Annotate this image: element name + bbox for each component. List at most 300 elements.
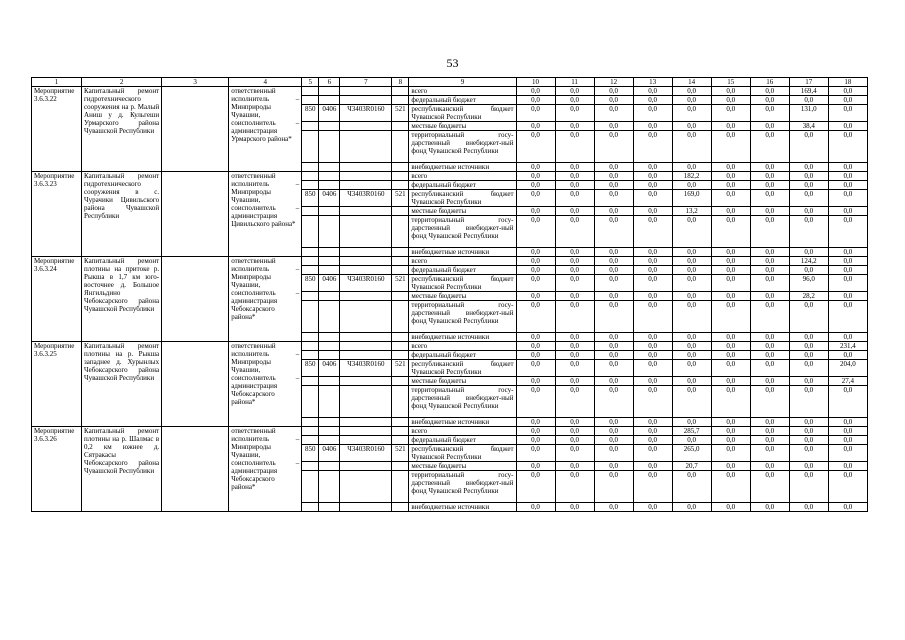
value-cell: 0,0 (672, 333, 711, 342)
value-cell: 0,0 (633, 181, 672, 190)
value-cell: 0,0 (789, 462, 828, 471)
value-cell: 0,0 (555, 436, 594, 445)
value-cell: 0,0 (594, 266, 633, 275)
measure-id: Мероприятие 3.6.3.22 (32, 87, 82, 172)
value-cell: 0,0 (516, 503, 555, 512)
code-cell-rzpr (319, 163, 340, 172)
code-cell-vr (392, 207, 409, 216)
code-cell-rzpr (319, 333, 340, 342)
value-cell: 0,0 (750, 216, 789, 248)
value-cell: 0,0 (711, 216, 750, 248)
header-cell: 13 (633, 78, 672, 87)
value-cell: 0,0 (711, 181, 750, 190)
table-row (32, 427, 868, 436)
value-cell: 0,0 (789, 248, 828, 257)
code-cell-rzpr: 0406 (319, 445, 340, 462)
value-cell: 0,0 (750, 248, 789, 257)
code-cell-rzpr (319, 471, 340, 503)
header-cell: 12 (594, 78, 633, 87)
value-cell: 0,0 (711, 503, 750, 512)
value-cell: 0,0 (555, 377, 594, 386)
value-cell: 0,0 (594, 427, 633, 436)
measure-id: Мероприятие 3.6.3.25 (32, 342, 82, 427)
value-cell: 0,0 (789, 190, 828, 207)
value-cell: 0,0 (633, 257, 672, 266)
value-cell: 0,0 (828, 275, 867, 292)
value-cell: 0,0 (828, 87, 867, 96)
code-cell-vr (392, 301, 409, 333)
value-cell: 0,0 (750, 87, 789, 96)
code-cell-vr (392, 342, 409, 351)
value-cell: 0,0 (633, 292, 672, 301)
code-cell-rzpr: 0406 (319, 360, 340, 377)
budget-source-label: федеральный бюджет (409, 351, 516, 360)
value-cell: 0,0 (633, 333, 672, 342)
value-cell: 0,0 (555, 131, 594, 163)
code-cell-rzpr (319, 172, 340, 181)
value-cell: 0,0 (711, 418, 750, 427)
code-cell-vr (392, 216, 409, 248)
code-cell-csr (340, 436, 392, 445)
budget-source-label: всего (409, 342, 516, 351)
value-cell: 0,0 (672, 386, 711, 418)
code-cell-grbs (302, 503, 319, 512)
value-cell: 0,0 (789, 172, 828, 181)
value-cell: 0,0 (672, 216, 711, 248)
value-cell: 0,0 (516, 248, 555, 257)
value-cell: 0,0 (711, 342, 750, 351)
value-cell: 0,0 (828, 503, 867, 512)
budget-source-label: местные бюджеты (409, 292, 516, 301)
value-cell: 0,0 (516, 386, 555, 418)
code-cell-grbs (302, 351, 319, 360)
code-cell-csr (340, 471, 392, 503)
code-cell-grbs (302, 248, 319, 257)
value-cell: 0,0 (633, 207, 672, 216)
code-cell-rzpr: 0406 (319, 190, 340, 207)
value-cell: 0,0 (789, 207, 828, 216)
value-cell: 0,0 (594, 105, 633, 122)
value-cell: 0,0 (711, 445, 750, 462)
budget-source-label: республиканский бюджет Чувашской Республики (409, 275, 516, 292)
value-cell: 0,0 (750, 275, 789, 292)
value-cell: 0,0 (516, 427, 555, 436)
value-cell: 0,0 (789, 301, 828, 333)
measure-id: Мероприятие 3.6.3.23 (32, 172, 82, 257)
code-cell-csr: Ч3403R0160 (340, 190, 392, 207)
code-cell-vr (392, 418, 409, 427)
value-cell: 0,0 (594, 351, 633, 360)
value-cell: 0,0 (750, 351, 789, 360)
code-cell-grbs (302, 96, 319, 105)
budget-source-label: республиканский бюджет Чувашской Республики (409, 105, 516, 122)
value-cell: 0,0 (789, 96, 828, 105)
value-cell: 0,0 (711, 172, 750, 181)
code-cell-grbs (302, 257, 319, 266)
value-cell: 0,0 (555, 418, 594, 427)
header-cell: 15 (711, 78, 750, 87)
code-cell-csr (340, 342, 392, 351)
code-cell-vr (392, 462, 409, 471)
budget-source-label: местные бюджеты (409, 122, 516, 131)
value-cell: 0,0 (555, 207, 594, 216)
value-cell: 0,0 (828, 122, 867, 131)
value-cell: 0,0 (750, 333, 789, 342)
value-cell: 13,2 (672, 207, 711, 216)
header-cell: 16 (750, 78, 789, 87)
value-cell: 0,0 (711, 257, 750, 266)
value-cell: 0,0 (633, 96, 672, 105)
code-cell-grbs (302, 386, 319, 418)
code-cell-vr (392, 503, 409, 512)
value-cell: 0,0 (516, 181, 555, 190)
code-cell-vr (392, 172, 409, 181)
budget-source-label: всего (409, 172, 516, 181)
code-cell-csr (340, 181, 392, 190)
value-cell: 0,0 (516, 436, 555, 445)
code-cell-vr: 521 (392, 190, 409, 207)
value-cell: 0,0 (750, 445, 789, 462)
value-cell: 0,0 (828, 436, 867, 445)
value-cell: 0,0 (750, 386, 789, 418)
budget-source-label: территориальный госу-дарственный внебюджет-ный фонд Чувашской Республики (409, 216, 516, 248)
budget-source-label: территориальный госу-дарственный внебюджет-ный фонд Чувашской Республики (409, 131, 516, 163)
code-cell-grbs: 850 (302, 275, 319, 292)
code-cell-grbs (302, 163, 319, 172)
value-cell: 0,0 (633, 445, 672, 462)
value-cell: 0,0 (828, 105, 867, 122)
code-cell-rzpr (319, 181, 340, 190)
value-cell: 0,0 (516, 122, 555, 131)
value-cell: 0,0 (516, 351, 555, 360)
code-cell-csr (340, 427, 392, 436)
measure-name: Капитальный ремонт плотины на притоке р. Рыкша в 1,7 км юго-восточнее д. Большое Янгильдино Чебоксарского района Чувашской Республики (82, 257, 162, 342)
value-cell: 0,0 (555, 503, 594, 512)
value-cell: 0,0 (516, 445, 555, 462)
value-cell: 204,0 (828, 360, 867, 377)
value-cell: 0,0 (711, 266, 750, 275)
budget-source-label: всего (409, 87, 516, 96)
value-cell: 0,0 (633, 248, 672, 257)
header-cell: 18 (828, 78, 867, 87)
code-cell-rzpr (319, 87, 340, 96)
value-cell: 0,0 (555, 216, 594, 248)
value-cell: 0,0 (789, 333, 828, 342)
empty-cell (162, 172, 229, 257)
code-cell-csr (340, 351, 392, 360)
value-cell: 0,0 (750, 163, 789, 172)
measure-executor: ответственный исполнитель – Минприроды Чувашии, соисполнитель – администрация Урмарского района* (229, 87, 302, 172)
value-cell: 0,0 (516, 275, 555, 292)
value-cell: 0,0 (711, 471, 750, 503)
value-cell: 0,0 (633, 190, 672, 207)
value-cell: 0,0 (828, 163, 867, 172)
value-cell: 0,0 (828, 418, 867, 427)
program-table (31, 77, 868, 512)
code-cell-csr (340, 96, 392, 105)
value-cell: 0,0 (789, 163, 828, 172)
code-cell-csr (340, 418, 392, 427)
code-cell-rzpr (319, 96, 340, 105)
code-cell-rzpr (319, 342, 340, 351)
budget-source-label: федеральный бюджет (409, 266, 516, 275)
value-cell: 0,0 (672, 471, 711, 503)
empty-cell (162, 427, 229, 512)
code-cell-grbs (302, 471, 319, 503)
value-cell: 0,0 (711, 87, 750, 96)
code-cell-grbs (302, 462, 319, 471)
value-cell: 0,0 (555, 292, 594, 301)
value-cell: 0,0 (633, 131, 672, 163)
table-row (32, 172, 868, 181)
value-cell: 0,0 (789, 418, 828, 427)
budget-source-label: внебюджетные источники (409, 163, 516, 172)
value-cell: 0,0 (516, 471, 555, 503)
value-cell: 0,0 (711, 462, 750, 471)
budget-source-label: территориальный госу-дарственный внебюджет-ный фонд Чувашской Республики (409, 471, 516, 503)
code-cell-rzpr (319, 248, 340, 257)
value-cell: 0,0 (555, 275, 594, 292)
value-cell: 0,0 (828, 333, 867, 342)
value-cell: 0,0 (750, 292, 789, 301)
code-cell-grbs (302, 427, 319, 436)
budget-source-label: местные бюджеты (409, 377, 516, 386)
value-cell: 0,0 (672, 503, 711, 512)
value-cell: 0,0 (711, 163, 750, 172)
value-cell: 0,0 (594, 360, 633, 377)
value-cell: 0,0 (516, 172, 555, 181)
code-cell-vr (392, 436, 409, 445)
budget-source-label: всего (409, 257, 516, 266)
value-cell: 0,0 (594, 87, 633, 96)
value-cell: 28,2 (789, 292, 828, 301)
code-cell-csr (340, 503, 392, 512)
value-cell: 231,4 (828, 342, 867, 351)
code-cell-grbs: 850 (302, 360, 319, 377)
value-cell: 38,4 (789, 122, 828, 131)
value-cell: 0,0 (789, 386, 828, 418)
value-cell: 0,0 (633, 301, 672, 333)
value-cell: 0,0 (828, 190, 867, 207)
header-cell: 8 (392, 78, 409, 87)
value-cell: 0,0 (594, 471, 633, 503)
value-cell: 0,0 (789, 427, 828, 436)
code-cell-rzpr (319, 292, 340, 301)
value-cell: 0,0 (711, 301, 750, 333)
measure-executor: ответственный исполнитель – Минприроды Чувашии, соисполнитель – администрация Чебоксарского района* (229, 257, 302, 342)
value-cell: 0,0 (711, 190, 750, 207)
header-cell: 7 (340, 78, 392, 87)
measure-name: Капитальный ремонт гидротехнического сооружения в с. Чурачики Цивильского района Чувашской Республики (82, 172, 162, 257)
table-row (32, 87, 868, 96)
value-cell: 0,0 (594, 190, 633, 207)
value-cell: 0,0 (516, 216, 555, 248)
value-cell: 0,0 (672, 377, 711, 386)
value-cell: 20,7 (672, 462, 711, 471)
measure-id: Мероприятие 3.6.3.26 (32, 427, 82, 512)
value-cell: 0,0 (516, 462, 555, 471)
value-cell: 0,0 (594, 292, 633, 301)
value-cell: 0,0 (594, 386, 633, 418)
value-cell: 0,0 (750, 503, 789, 512)
budget-source-label: внебюджетные источники (409, 503, 516, 512)
value-cell: 0,0 (711, 351, 750, 360)
value-cell: 0,0 (555, 301, 594, 333)
value-cell: 0,0 (594, 216, 633, 248)
value-cell: 0,0 (711, 96, 750, 105)
code-cell-rzpr (319, 257, 340, 266)
value-cell: 0,0 (789, 181, 828, 190)
value-cell: 0,0 (555, 190, 594, 207)
budget-source-label: внебюджетные источники (409, 248, 516, 257)
value-cell: 131,0 (789, 105, 828, 122)
value-cell: 0,0 (672, 257, 711, 266)
value-cell: 0,0 (711, 386, 750, 418)
value-cell: 0,0 (516, 207, 555, 216)
header-cell: 6 (319, 78, 340, 87)
value-cell: 0,0 (828, 471, 867, 503)
code-cell-rzpr: 0406 (319, 275, 340, 292)
value-cell: 0,0 (750, 190, 789, 207)
value-cell: 0,0 (633, 266, 672, 275)
code-cell-vr (392, 471, 409, 503)
value-cell: 0,0 (633, 172, 672, 181)
value-cell: 0,0 (750, 181, 789, 190)
value-cell: 124,2 (789, 257, 828, 266)
value-cell: 0,0 (594, 301, 633, 333)
code-cell-vr (392, 163, 409, 172)
header-cell: 2 (82, 78, 162, 87)
code-cell-grbs (302, 207, 319, 216)
measure-executor: ответственный исполнитель – Минприроды Чувашии, соисполнитель – администрация Чебоксарского района* (229, 427, 302, 512)
code-cell-grbs (302, 216, 319, 248)
value-cell: 0,0 (711, 207, 750, 216)
value-cell: 0,0 (672, 96, 711, 105)
code-cell-vr: 521 (392, 360, 409, 377)
code-cell-grbs (302, 301, 319, 333)
code-cell-csr (340, 172, 392, 181)
value-cell: 0,0 (633, 216, 672, 248)
code-cell-csr (340, 216, 392, 248)
code-cell-vr (392, 96, 409, 105)
code-cell-csr (340, 266, 392, 275)
value-cell: 96,0 (789, 275, 828, 292)
code-cell-grbs (302, 181, 319, 190)
value-cell: 0,0 (516, 360, 555, 377)
value-cell: 0,0 (672, 131, 711, 163)
value-cell: 0,0 (555, 122, 594, 131)
value-cell: 0,0 (750, 418, 789, 427)
value-cell: 0,0 (555, 105, 594, 122)
value-cell: 182,2 (672, 172, 711, 181)
code-cell-csr (340, 207, 392, 216)
code-cell-csr (340, 377, 392, 386)
code-cell-csr: Ч3403R0160 (340, 445, 392, 462)
value-cell: 0,0 (672, 163, 711, 172)
code-cell-csr (340, 131, 392, 163)
code-cell-csr (340, 248, 392, 257)
value-cell: 0,0 (828, 257, 867, 266)
value-cell: 0,0 (633, 503, 672, 512)
value-cell: 0,0 (750, 122, 789, 131)
header-cell: 17 (789, 78, 828, 87)
value-cell: 0,0 (828, 131, 867, 163)
value-cell: 0,0 (555, 386, 594, 418)
budget-source-label: республиканский бюджет Чувашской Республики (409, 445, 516, 462)
value-cell: 0,0 (750, 266, 789, 275)
value-cell: 0,0 (594, 181, 633, 190)
value-cell: 27,4 (828, 377, 867, 386)
value-cell: 0,0 (672, 266, 711, 275)
value-cell: 0,0 (672, 436, 711, 445)
code-cell-vr: 521 (392, 105, 409, 122)
value-cell: 0,0 (750, 105, 789, 122)
value-cell: 0,0 (594, 163, 633, 172)
value-cell: 0,0 (750, 172, 789, 181)
budget-source-label: внебюджетные источники (409, 418, 516, 427)
measure-executor: ответственный исполнитель – Минприроды Чувашии, соисполнитель – администрация Цивильского района* (229, 172, 302, 257)
value-cell: 0,0 (594, 342, 633, 351)
code-cell-grbs (302, 333, 319, 342)
header-cell: 3 (162, 78, 229, 87)
measure-name: Капитальный ремонт гидротехнического сооружения на р. Малый Аниш у д. Кульгеши Урмарского района Чувашской Республики (82, 87, 162, 172)
value-cell: 0,0 (828, 351, 867, 360)
value-cell: 0,0 (555, 445, 594, 462)
value-cell: 0,0 (633, 360, 672, 377)
value-cell: 0,0 (828, 301, 867, 333)
value-cell: 0,0 (789, 471, 828, 503)
budget-source-label: республиканский бюджет Чувашской Республики (409, 360, 516, 377)
value-cell: 0,0 (555, 163, 594, 172)
value-cell: 0,0 (516, 333, 555, 342)
value-cell: 0,0 (828, 181, 867, 190)
measure-executor: ответственный исполнитель – Минприроды Чувашии, соисполнитель – администрация Чебоксарского района* (229, 342, 302, 427)
value-cell: 0,0 (672, 292, 711, 301)
code-cell-vr: 521 (392, 445, 409, 462)
value-cell: 0,0 (789, 436, 828, 445)
value-cell: 0,0 (555, 266, 594, 275)
code-cell-grbs (302, 122, 319, 131)
value-cell: 0,0 (633, 105, 672, 122)
header-cell: 11 (555, 78, 594, 87)
value-cell: 0,0 (633, 462, 672, 471)
table-row (32, 257, 868, 266)
value-cell: 0,0 (516, 105, 555, 122)
code-cell-vr (392, 386, 409, 418)
value-cell: 0,0 (594, 333, 633, 342)
code-cell-rzpr (319, 377, 340, 386)
code-cell-grbs (302, 131, 319, 163)
budget-source-label: территориальный госу-дарственный внебюджет-ный фонд Чувашской Республики (409, 386, 516, 418)
value-cell: 0,0 (828, 386, 867, 418)
header-cell: 10 (516, 78, 555, 87)
code-cell-grbs (302, 292, 319, 301)
value-cell: 0,0 (789, 266, 828, 275)
code-cell-vr (392, 292, 409, 301)
code-cell-csr (340, 87, 392, 96)
value-cell: 0,0 (828, 248, 867, 257)
code-cell-vr (392, 87, 409, 96)
value-cell: 0,0 (555, 172, 594, 181)
value-cell: 0,0 (555, 87, 594, 96)
code-cell-vr (392, 351, 409, 360)
value-cell: 0,0 (594, 131, 633, 163)
value-cell: 0,0 (711, 122, 750, 131)
value-cell: 0,0 (672, 181, 711, 190)
value-cell: 0,0 (516, 131, 555, 163)
value-cell: 0,0 (633, 163, 672, 172)
code-cell-rzpr (319, 122, 340, 131)
